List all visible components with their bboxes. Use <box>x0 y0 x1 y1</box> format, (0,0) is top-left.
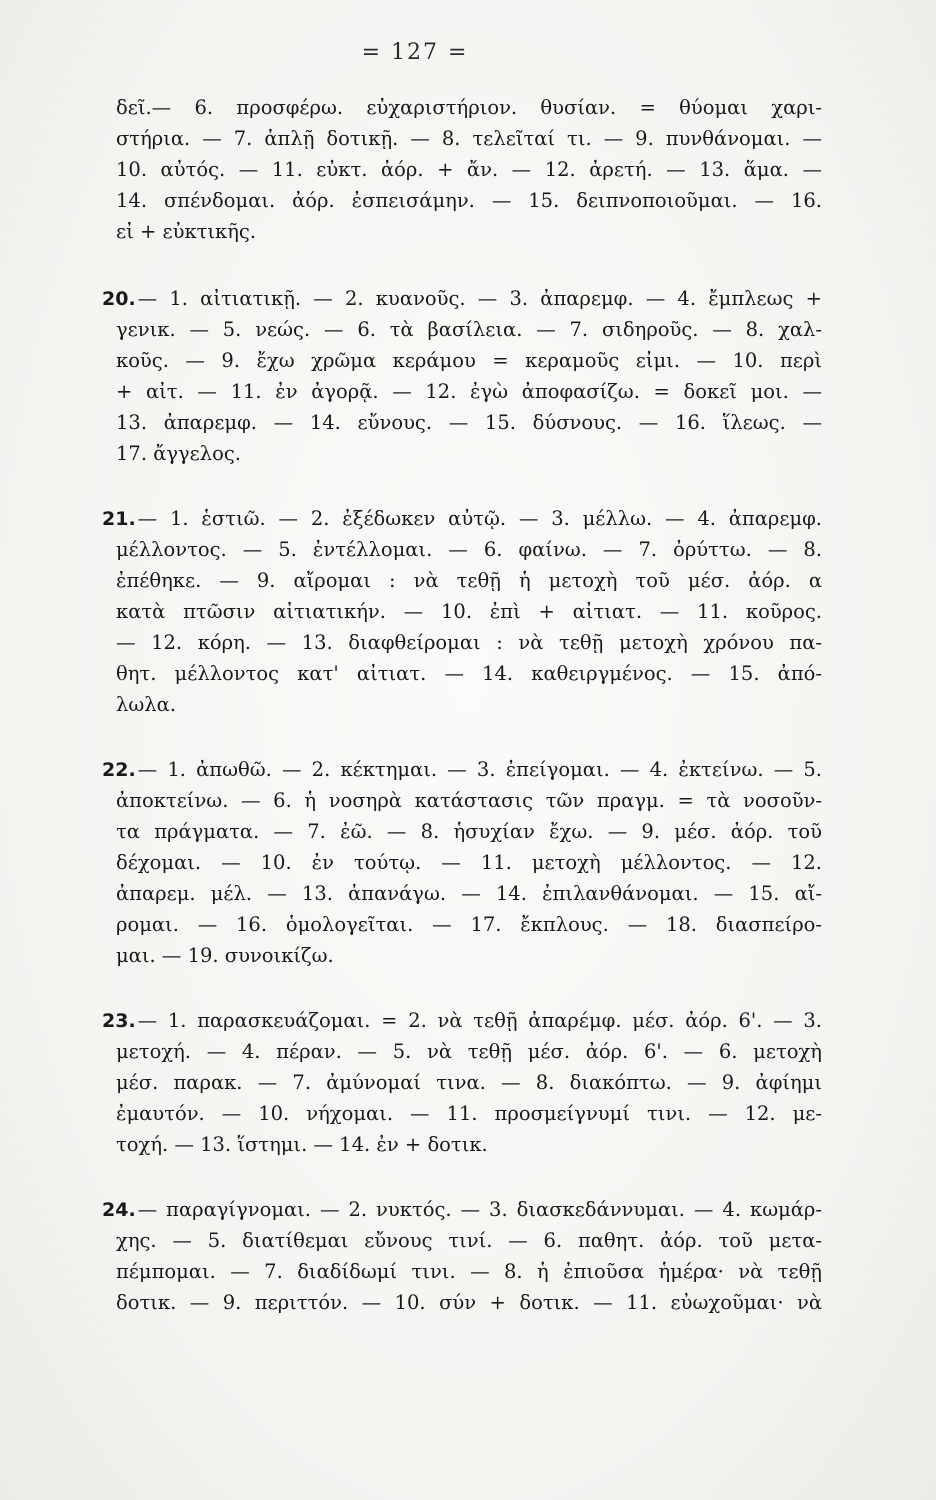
text-line: ρομαι. — 16. ὁμολογεῖται. — 17. ἔκπλους. — 18. διασπείρο- <box>116 913 822 936</box>
section-heading-line <box>102 1005 822 1036</box>
text-line: μαι. — 19. συνοικίζω. <box>116 944 334 967</box>
text-line: — 1. ἀπωθῶ. — 2. κέκτημαι. — 3. ἐπείγομαι. — 4. ἐκτείνω. — 5. <box>137 758 822 781</box>
section-24 <box>102 1194 822 1318</box>
section-22 <box>102 754 822 971</box>
text-line: θητ. μέλλοντος κατ' αἰτιατ. — 14. καθειργμένος. — 15. ἀπό- <box>116 662 822 685</box>
section-number: 20. <box>102 288 136 310</box>
text-line: — παραγίγνομαι. — 2. νυκτός. — 3. διασκεδάννυμαι. — 4. κωμάρ- <box>137 1198 822 1221</box>
section-heading-line <box>102 283 822 314</box>
text-line: — 1. αἰτιατικῇ. — 2. κυανοῦς. — 3. ἀπαρεμφ. — 4. ἔμπλεως + <box>137 287 822 310</box>
text-line: ἐπέθηκε. — 9. αἴρομαι : νὰ τεθῇ ἡ μετοχὴ τοῦ μέσ. ἀόρ. α <box>116 569 822 592</box>
text-line: δέχομαι. — 10. ἐν τούτῳ. — 11. μετοχὴ μέλλοντος. — 12. <box>116 851 822 874</box>
text-line: ἀποκτείνω. — 6. ἡ νοσηρὰ κατάστασις τῶν πραγμ. = τὰ νοσοῦν- <box>116 789 822 812</box>
section-heading-line <box>102 1194 822 1225</box>
text-line: στήρια. — 7. ἁπλῇ δοτικῇ. — 8. τελεῖταί τι. — 9. πυνθάνομαι. — <box>116 127 822 150</box>
text-line: — 1. παρασκευάζομαι. = 2. νὰ τεθῇ ἀπαρέμφ. μέσ. ἀόρ. 6'. — 3. <box>137 1009 822 1032</box>
section-number: 22. <box>102 759 136 781</box>
text-line: ἀπαρεμ. μέλ. — 13. ἀπανάγω. — 14. ἐπιλανθάνομαι. — 15. αἴ- <box>116 882 822 905</box>
section-number: 24. <box>102 1199 136 1221</box>
exercise-answers <box>102 92 822 1352</box>
section-23 <box>102 1005 822 1160</box>
text-line: γενικ. — 5. νεώς. — 6. τὰ βασίλεια. — 7. σιδηροῦς. — 8. χαλ- <box>116 318 822 341</box>
text-line: μέσ. παρακ. — 7. ἀμύνομαί τινα. — 8. διακόπτω. — 9. ἀφίημι <box>116 1071 822 1094</box>
text-line: τα πράγματα. — 7. ἐῶ. — 8. ἡσυχίαν ἔχω. — 9. μέσ. ἀόρ. τοῦ <box>116 820 822 843</box>
section-heading-line <box>102 503 822 534</box>
text-line: + αἰτ. — 11. ἐν ἀγορᾷ. — 12. ἐγὼ ἀποφασίζω. = δοκεῖ μοι. — <box>116 380 822 403</box>
text-line: λωλα. <box>116 693 176 716</box>
text-line: ἐμαυτόν. — 10. νήχομαι. — 11. προσμείγνυμί τινι. — 12. με- <box>116 1102 822 1125</box>
text-line: κοῦς. — 9. ἔχω χρῶμα κεράμου = κεραμοῦς εἰμι. — 10. περὶ <box>116 349 822 372</box>
text-line: — 1. ἑστιῶ. — 2. ἐξέδωκεν αὐτῷ. — 3. μέλλω. — 4. ἀπαρεμφ. <box>137 507 822 530</box>
page-number: = 127 = <box>361 40 469 65</box>
text-line: χης. — 5. διατίθεμαι εὔνους τινί. — 6. παθητ. ἀόρ. τοῦ μετα- <box>116 1229 822 1252</box>
text-line: εἰ + εὐκτικῆς. <box>116 220 257 243</box>
text-line: 13. ἀπαρεμφ. — 14. εὔνους. — 15. δύσνους. — 16. ἵλεως. — <box>116 411 822 434</box>
section-20 <box>102 283 822 469</box>
text-line: δοτικ. — 9. περιττόν. — 10. σύν + δοτικ. — 11. εὐωχοῦμαι· νὰ <box>116 1291 822 1314</box>
text-line: — 12. κόρη. — 13. διαφθείρομαι : νὰ τεθῇ μετοχὴ χρόνου πα- <box>116 631 822 654</box>
section-number: 21. <box>102 508 136 530</box>
section-continuation <box>116 92 822 247</box>
text-line: μετοχή. — 4. πέραν. — 5. νὰ τεθῇ μέσ. ἀόρ. 6'. — 6. μετοχὴ <box>116 1040 822 1063</box>
text-line: 10. αὐτός. — 11. εὐκτ. ἀόρ. + ἄν. — 12. ἀρετή. — 13. ἅμα. — <box>116 158 822 181</box>
text-line: πέμπομαι. — 7. διαδίδωμί τινι. — 8. ἡ ἐπιοῦσα ἡμέρα· νὰ τεθῇ <box>116 1260 822 1283</box>
section-number: 23. <box>102 1010 136 1032</box>
text-line: κατὰ πτῶσιν αἰτιατικήν. — 10. ἐπὶ + αἰτιατ. — 11. κοῦρος. <box>116 600 822 623</box>
text-line: δεῖ.— 6. προσφέρω. εὐχαριστήριον. θυσίαν. = θύομαι χαρι- <box>116 96 822 119</box>
section-heading-line <box>102 754 822 785</box>
text-line: 14. σπένδομαι. ἀόρ. ἐσπεισάμην. — 15. δειπνοποιοῦμαι. — 16. <box>116 189 822 212</box>
text-line: τοχή. — 13. ἵστημι. — 14. ἐν + δοτικ. <box>116 1133 488 1156</box>
section-21 <box>102 503 822 720</box>
text-line: 17. ἄγγελος. <box>116 442 242 465</box>
text-line: μέλλοντος. — 5. ἐντέλλομαι. — 6. φαίνω. — 7. ὀρύττω. — 8. <box>116 538 822 561</box>
